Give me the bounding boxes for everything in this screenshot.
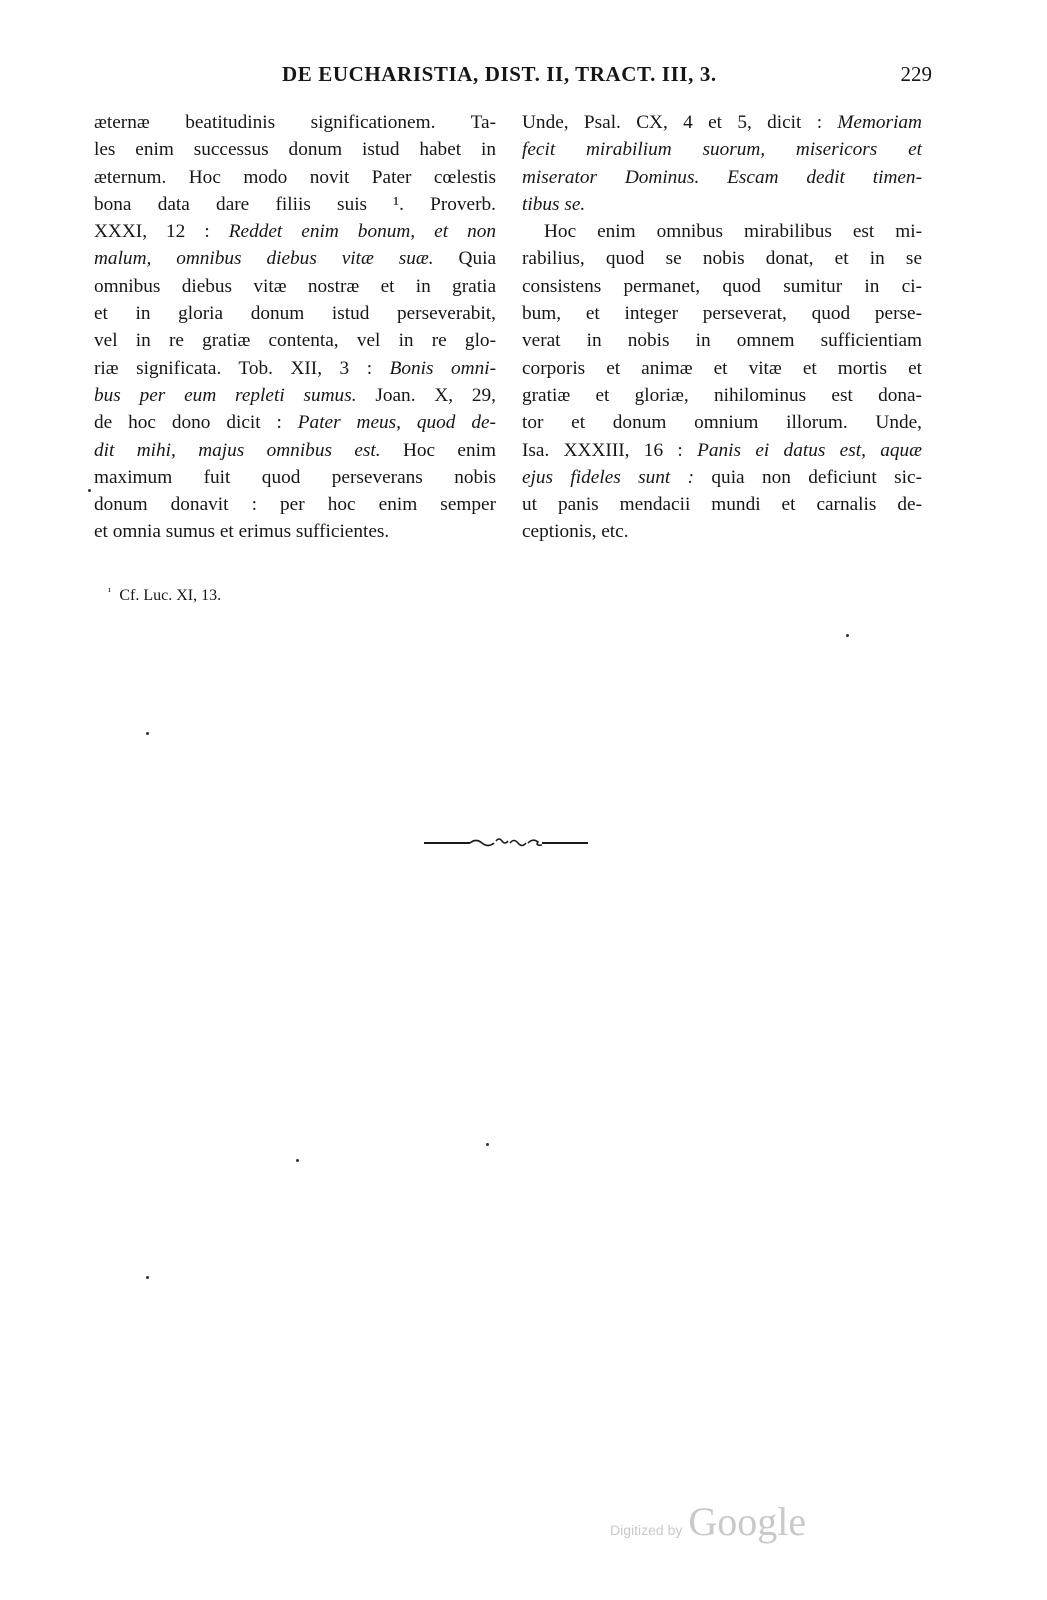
italic-segment: bus per eum repleti sumus. bbox=[94, 384, 357, 406]
text-line bbox=[94, 327, 496, 354]
text-line bbox=[522, 355, 922, 382]
italic-segment: Pater meus, quod de- bbox=[297, 412, 496, 434]
text-line bbox=[94, 273, 496, 300]
digitization-watermark bbox=[610, 1498, 806, 1545]
right-column bbox=[522, 109, 922, 546]
text-line bbox=[94, 218, 496, 245]
text-segment: Quia bbox=[433, 248, 497, 270]
text-segment: les enim successus donum istud habet in bbox=[94, 139, 496, 161]
footnote-marker: ¹ bbox=[108, 586, 112, 598]
text-line bbox=[522, 382, 922, 409]
text-segment: corporis et animæ et vitæ et mortis et bbox=[522, 357, 922, 379]
text-segment: rabilius, quod se nobis donat, et in se bbox=[522, 248, 922, 270]
italic-segment: Reddet enim bonum, et non bbox=[228, 221, 496, 243]
text-segment: Hoc enim bbox=[380, 439, 496, 461]
text-segment: Isa. XXXIII, 16 : bbox=[522, 439, 698, 461]
text-segment: maximum fuit quod perseverans nobis bbox=[94, 466, 496, 488]
text-segment: et omnia sumus et erimus sufficientes. bbox=[94, 521, 390, 543]
paper-speck bbox=[296, 1159, 299, 1162]
running-header bbox=[96, 62, 932, 92]
text-segment: quia non deficiunt sic- bbox=[694, 466, 922, 488]
text-line bbox=[522, 327, 922, 354]
text-segment: Joan. X, 29, bbox=[356, 384, 496, 406]
italic-segment: malum, omnibus diebus vitæ suæ. bbox=[94, 248, 434, 270]
footnote-text: Cf. Luc. XI, 13. bbox=[119, 587, 222, 604]
italic-segment: miserator Dominus. Escam dedit timen- bbox=[522, 166, 922, 188]
text-line bbox=[94, 382, 496, 409]
text-line bbox=[94, 300, 496, 327]
text-segment: æternum. Hoc modo novit Pater cœlestis bbox=[94, 166, 496, 188]
text-line bbox=[94, 136, 496, 163]
text-line bbox=[522, 300, 922, 327]
text-line bbox=[522, 273, 922, 300]
text-segment: bona data dare filiis suis ¹. Proverb. bbox=[94, 193, 496, 215]
text-line bbox=[522, 218, 922, 245]
page-number: 229 bbox=[900, 62, 932, 86]
text-segment: Unde, Psal. CX, 4 et 5, dicit : bbox=[522, 112, 838, 133]
text-line bbox=[94, 518, 496, 545]
text-line bbox=[94, 164, 496, 191]
text-line bbox=[94, 409, 496, 436]
google-logo: Google bbox=[688, 1499, 807, 1544]
text-segment: XXXI, 12 : bbox=[94, 221, 229, 243]
text-segment: consistens permanet, quod sumitur in ci- bbox=[522, 275, 922, 297]
text-line bbox=[94, 491, 496, 518]
italic-segment: ejus fideles sunt : bbox=[522, 466, 695, 488]
text-segment: bum, et integer perseverat, quod perse- bbox=[522, 303, 922, 325]
text-line bbox=[94, 109, 496, 136]
italic-segment: Panis ei datus est, aquæ bbox=[697, 439, 922, 461]
text-line bbox=[522, 191, 922, 218]
text-line bbox=[94, 245, 496, 272]
paper-speck bbox=[88, 489, 91, 492]
paper-speck bbox=[846, 634, 849, 637]
italic-segment: fecit mirabilium suorum, misericors et bbox=[522, 139, 922, 161]
text-segment: donum donavit : per hoc enim semper bbox=[94, 494, 496, 516]
text-line bbox=[522, 491, 922, 518]
text-line bbox=[522, 409, 922, 436]
running-title: DE EUCHARISTIA, DIST. II, TRACT. III, 3. bbox=[282, 62, 717, 86]
text-segment: de hoc dono dicit : bbox=[94, 412, 298, 434]
paper-speck bbox=[486, 1143, 489, 1146]
text-line bbox=[94, 437, 496, 464]
text-segment: tor et donum omnium illorum. Unde, bbox=[522, 412, 922, 434]
italic-segment: Memoriam bbox=[837, 112, 922, 133]
text-line bbox=[94, 191, 496, 218]
text-segment: ut panis mendacii mundi et carnalis de- bbox=[522, 494, 922, 516]
text-line bbox=[94, 464, 496, 491]
text-line bbox=[522, 164, 922, 191]
text-segment: gratiæ et gloriæ, nihilominus est dona- bbox=[522, 384, 922, 406]
italic-segment: dit mihi, majus omnibus est. bbox=[94, 439, 381, 461]
text-segment: æternæ beatitudinis significationem. Ta- bbox=[94, 112, 496, 133]
paper-speck bbox=[146, 732, 149, 735]
italic-segment: Bonis omni- bbox=[389, 357, 496, 379]
italic-segment: tibus se. bbox=[522, 193, 586, 215]
text-segment: et in gloria donum istud perseverabit, bbox=[94, 303, 496, 325]
footnote bbox=[108, 586, 221, 605]
left-column bbox=[94, 109, 496, 546]
text-segment: vel in re gratiæ contenta, vel in re glo- bbox=[94, 330, 496, 352]
text-segment: ceptionis, etc. bbox=[522, 521, 629, 543]
ornament-divider bbox=[424, 833, 588, 853]
text-line bbox=[522, 464, 922, 491]
text-line bbox=[522, 136, 922, 163]
text-line bbox=[522, 437, 922, 464]
watermark-caption: Digitized by bbox=[610, 1522, 683, 1538]
text-line bbox=[522, 109, 922, 136]
text-segment: omnibus diebus vitæ nostræ et in gratia bbox=[94, 275, 496, 297]
text-line bbox=[522, 245, 922, 272]
paper-speck bbox=[146, 1276, 149, 1279]
text-line bbox=[522, 518, 922, 545]
text-segment: Hoc enim omnibus mirabilibus est mi- bbox=[544, 221, 922, 243]
text-line bbox=[94, 355, 496, 382]
text-segment: verat in nobis in omnem sufficientiam bbox=[522, 330, 922, 352]
text-segment: riæ significata. Tob. XII, 3 : bbox=[94, 357, 390, 379]
